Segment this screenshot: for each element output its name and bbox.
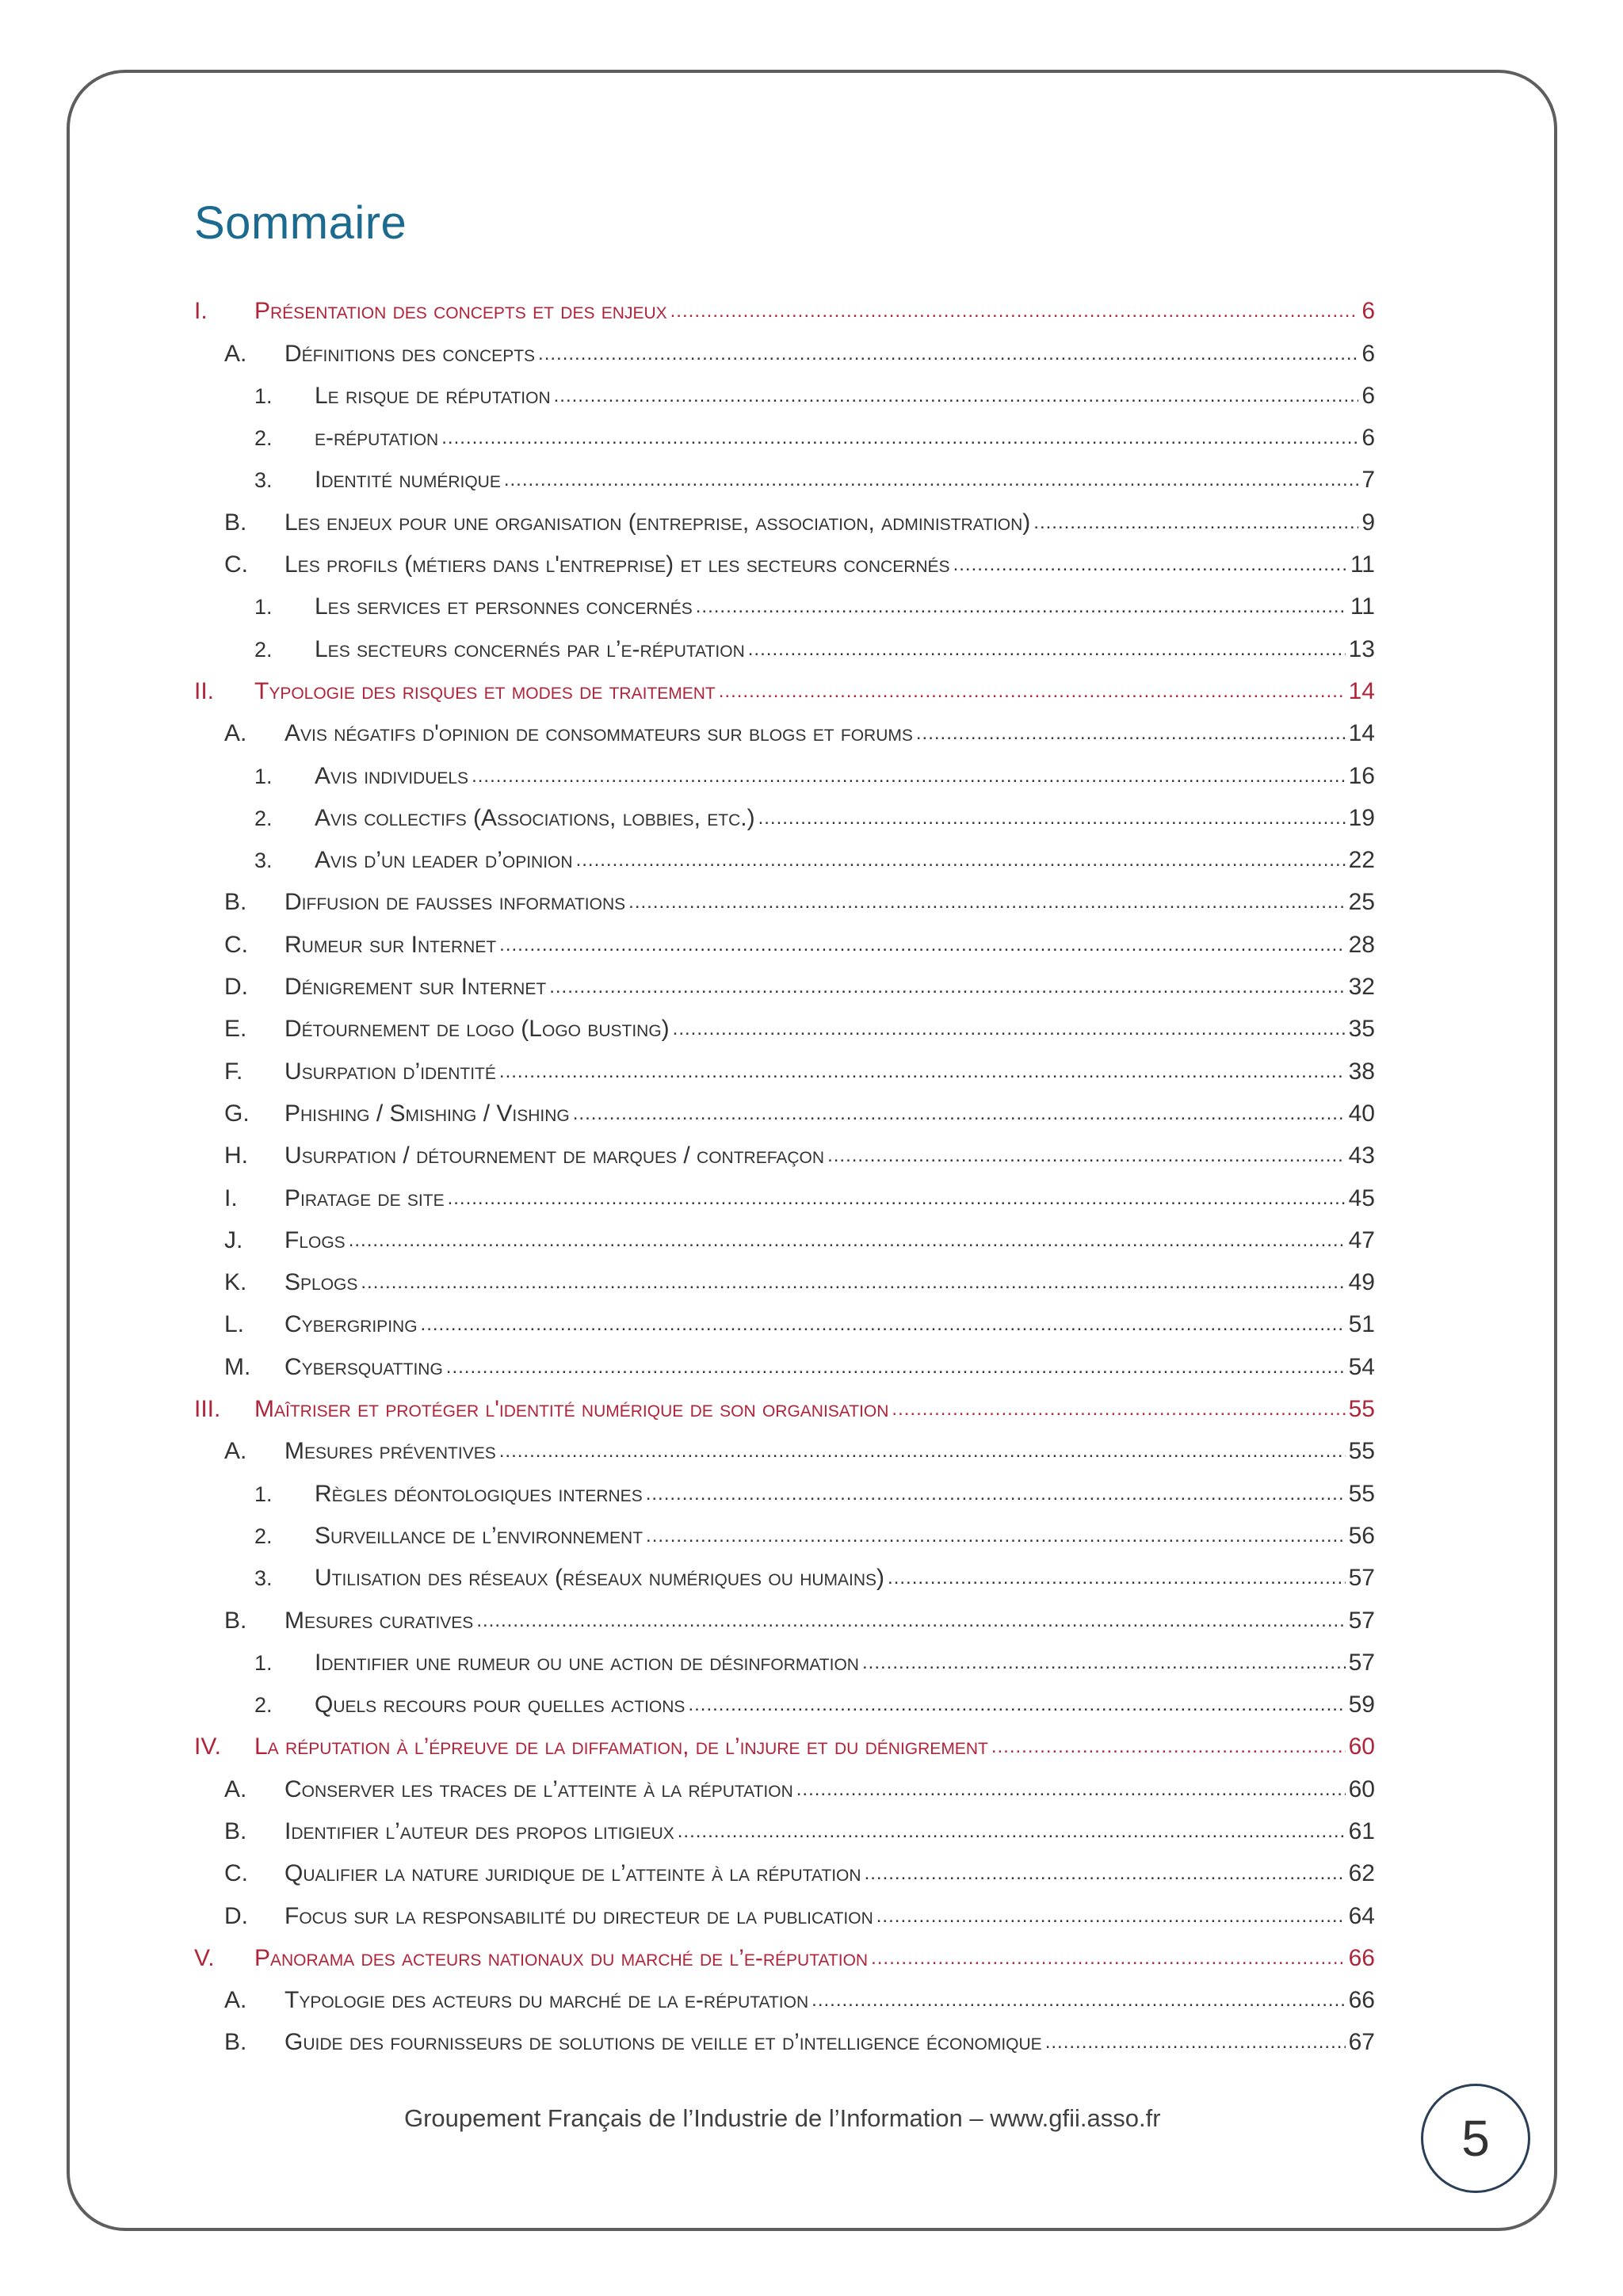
toc-dot-leader — [888, 1562, 1346, 1594]
toc-dot-leader — [812, 1985, 1345, 2016]
toc-dot-leader — [865, 1858, 1346, 1890]
toc-entry-number: A. — [224, 1987, 247, 2014]
toc-dot-leader — [991, 1731, 1346, 1763]
toc-entry[interactable] — [194, 1594, 1375, 1636]
toc-entry-label: Avis négatifs d'opinion de consommateurs sur blogs et forums — [285, 720, 913, 747]
toc-dot-leader — [892, 1394, 1345, 1425]
toc-entry-page: 11 — [1350, 551, 1375, 578]
toc-entry-number: G. — [224, 1100, 250, 1127]
toc-entry-number: A. — [224, 1775, 247, 1802]
toc-entry[interactable] — [194, 1341, 1375, 1383]
toc-entry-label: Flogs — [285, 1226, 346, 1253]
toc-entry-page: 59 — [1348, 1691, 1375, 1718]
toc-entry[interactable] — [194, 539, 1375, 581]
toc-entry[interactable] — [194, 1257, 1375, 1299]
toc-entry-page: 47 — [1348, 1226, 1375, 1253]
toc-dot-leader — [876, 1901, 1346, 1932]
toc-entry-page: 64 — [1348, 1902, 1375, 1929]
toc-dot-leader — [628, 887, 1345, 918]
toc-entry[interactable] — [194, 1045, 1375, 1087]
toc-entry-number: V. — [194, 1944, 215, 1971]
toc-entry-number: 1. — [254, 383, 273, 408]
toc-dot-leader — [646, 1478, 1346, 1510]
toc-dot-leader — [748, 634, 1346, 666]
toc-entry-number: B. — [224, 509, 247, 536]
toc-dot-leader — [448, 1183, 1346, 1215]
table-of-contents — [194, 285, 1375, 2058]
toc-dot-leader — [678, 1816, 1346, 1848]
toc-entry[interactable] — [194, 666, 1375, 707]
toc-dot-leader — [696, 591, 1347, 623]
toc-entry-label: Détournement de logo (Logo busting) — [285, 1016, 670, 1043]
toc-entry-number: L. — [224, 1311, 245, 1338]
toc-entry[interactable] — [194, 1130, 1375, 1172]
toc-entry-number: 2. — [254, 1693, 273, 1718]
toc-entry[interactable] — [194, 1003, 1375, 1045]
toc-entry-page: 57 — [1348, 1649, 1375, 1676]
toc-entry-label: Focus sur la responsabilité du directeur de la publication — [285, 1902, 873, 1929]
toc-entry-label: Piratage de site — [285, 1184, 445, 1211]
toc-entry-page: 54 — [1348, 1353, 1375, 1380]
toc-entry-page: 55 — [1348, 1480, 1375, 1507]
toc-dot-leader — [472, 761, 1346, 792]
toc-entry-label: Guide des fournisseurs de solutions de veille et d’intelligence économique — [285, 2029, 1042, 2056]
toc-entry-page: 16 — [1348, 762, 1375, 789]
toc-dot-leader — [538, 338, 1358, 370]
toc-entry-number: 2. — [254, 1524, 273, 1548]
toc-entry-page: 14 — [1348, 677, 1375, 704]
toc-entry[interactable] — [194, 1383, 1375, 1425]
toc-entry[interactable] — [194, 2016, 1375, 2058]
toc-entry-label: Phishing / Smishing / Vishing — [285, 1100, 570, 1127]
toc-entry-label: Rumeur sur Internet — [285, 931, 497, 958]
toc-entry-label: Mesures curatives — [285, 1607, 474, 1634]
toc-entry-number: 2. — [254, 637, 273, 662]
toc-entry[interactable] — [194, 1637, 1375, 1679]
toc-entry[interactable] — [194, 961, 1375, 1003]
toc-entry-number: II. — [194, 677, 215, 704]
toc-entry-label: Diffusion de fausses informations — [285, 889, 626, 916]
toc-dot-leader — [673, 1013, 1346, 1045]
toc-entry-label: e-réputation — [315, 425, 439, 452]
toc-entry[interactable] — [194, 1510, 1375, 1552]
toc-dot-leader — [719, 676, 1346, 707]
toc-entry-label: La réputation à l’épreuve de la diffamation, de l’injure et du dénigrement — [254, 1733, 988, 1760]
toc-entry-page: 66 — [1348, 1987, 1375, 2014]
toc-entry-label: Identité numérique — [315, 467, 501, 494]
toc-entry-label: Maîtriser et protéger l'identité numérique de son organisation — [254, 1396, 889, 1423]
page-title: Sommaire — [194, 197, 407, 249]
toc-dot-leader — [576, 845, 1346, 876]
toc-entry[interactable] — [194, 876, 1375, 918]
toc-dot-leader — [549, 971, 1345, 1003]
toc-entry-page: 55 — [1348, 1438, 1375, 1465]
toc-entry[interactable] — [194, 1467, 1375, 1509]
toc-entry-page: 67 — [1348, 2029, 1375, 2056]
toc-entry-label: Typologie des risques et modes de traitement — [254, 677, 716, 704]
toc-entry-number: III. — [194, 1396, 221, 1423]
toc-entry-number: D. — [224, 974, 248, 1001]
toc-dot-leader — [421, 1309, 1346, 1341]
toc-entry-label: Mesures préventives — [285, 1438, 496, 1465]
toc-entry-label: Splogs — [285, 1269, 358, 1296]
toc-entry-number: K. — [224, 1269, 247, 1296]
toc-entry-number: 1. — [254, 595, 273, 620]
toc-entry-number: IV. — [194, 1733, 221, 1760]
toc-entry-page: 60 — [1348, 1733, 1375, 1760]
toc-entry-number: I. — [224, 1184, 238, 1211]
toc-entry[interactable] — [194, 1088, 1375, 1130]
toc-entry-page: 6 — [1361, 382, 1375, 409]
toc-entry-page: 57 — [1348, 1607, 1375, 1634]
toc-entry[interactable] — [194, 834, 1375, 876]
toc-entry-number: 1. — [254, 1650, 273, 1675]
toc-entry-page: 40 — [1348, 1100, 1375, 1127]
toc-entry-label: Les profils (métiers dans l'entreprise) et les secteurs concernés — [285, 551, 950, 578]
toc-entry[interactable] — [194, 1890, 1375, 1932]
toc-entry[interactable] — [194, 1932, 1375, 1974]
toc-entry-number: A. — [224, 1438, 247, 1465]
toc-entry[interactable] — [194, 792, 1375, 834]
toc-entry-label: Règles déontologiques internes — [315, 1480, 643, 1507]
toc-dot-leader — [499, 1436, 1346, 1467]
toc-dot-leader — [499, 1056, 1346, 1088]
toc-entry-label: Les enjeux pour une organisation (entreprise, association, administration) — [285, 509, 1031, 536]
toc-dot-leader — [504, 464, 1358, 496]
toc-entry-page: 38 — [1348, 1058, 1375, 1085]
toc-entry-label: Usurpation / détournement de marques / contrefaçon — [285, 1142, 825, 1169]
toc-entry-label: Présentation des concepts et des enjeux — [254, 298, 667, 325]
toc-entry-number: D. — [224, 1902, 248, 1929]
toc-entry-label: Les services et personnes concernés — [315, 593, 693, 620]
toc-entry[interactable] — [194, 707, 1375, 749]
toc-entry-page: 13 — [1348, 635, 1375, 662]
toc-entry-number: H. — [224, 1142, 248, 1169]
toc-dot-leader — [573, 1098, 1346, 1130]
toc-entry-page: 6 — [1361, 425, 1375, 452]
toc-entry-number: I. — [194, 298, 208, 325]
toc-dot-leader — [871, 1943, 1346, 1974]
toc-dot-leader — [499, 929, 1345, 961]
toc-dot-leader — [688, 1689, 1345, 1721]
toc-entry[interactable] — [194, 1215, 1375, 1257]
toc-entry-number: A. — [224, 720, 247, 747]
toc-entry-number: B. — [224, 1607, 247, 1634]
toc-entry-number: 2. — [254, 426, 273, 451]
toc-entry-label: Avis d’un leader d’opinion — [315, 847, 573, 874]
footer-text: Groupement Français de l’Industrie de l’Information – www.gfii.asso.fr — [404, 2104, 1161, 2132]
toc-entry-page: 60 — [1348, 1775, 1375, 1802]
toc-entry-label: Utilisation des réseaux (réseaux numériques ou humains) — [315, 1565, 885, 1592]
toc-entry-page: 51 — [1348, 1311, 1375, 1338]
toc-entry-label: Dénigrement sur Internet — [285, 974, 547, 1001]
toc-entry[interactable] — [194, 623, 1375, 665]
toc-entry[interactable] — [194, 412, 1375, 454]
toc-entry-label: Typologie des acteurs du marché de la e-réputation — [285, 1987, 809, 2014]
toc-entry-label: Cybersquatting — [285, 1353, 443, 1380]
toc-entry-number: B. — [224, 1817, 247, 1844]
toc-entry-label: Avis collectifs (Associations, lobbies, etc.) — [315, 804, 755, 831]
toc-entry-page: 11 — [1350, 593, 1375, 620]
toc-entry[interactable] — [194, 1172, 1375, 1214]
toc-entry[interactable] — [194, 749, 1375, 791]
toc-entry-number: B. — [224, 889, 247, 916]
toc-dot-leader — [862, 1647, 1346, 1679]
toc-entry-label: Les secteurs concernés par l’e-réputation — [315, 635, 745, 662]
toc-entry-number: 1. — [254, 1482, 273, 1506]
toc-entry[interactable] — [194, 1552, 1375, 1594]
toc-entry[interactable] — [194, 1299, 1375, 1341]
toc-dot-leader — [1045, 2027, 1346, 2058]
toc-entry[interactable] — [194, 1425, 1375, 1467]
toc-entry[interactable] — [194, 1763, 1375, 1805]
toc-dot-leader — [916, 718, 1346, 749]
toc-entry-label: Conserver les traces de l’atteinte à la réputation — [285, 1775, 793, 1802]
toc-entry-label: Identifier une rumeur ou une action de désinformation — [315, 1649, 859, 1676]
toc-entry-page: 28 — [1348, 931, 1375, 958]
toc-entry[interactable] — [194, 285, 1375, 327]
toc-entry[interactable] — [194, 1679, 1375, 1721]
toc-dot-leader — [361, 1267, 1345, 1299]
toc-entry-page: 43 — [1348, 1142, 1375, 1169]
toc-entry-page: 56 — [1348, 1522, 1375, 1549]
toc-dot-leader — [827, 1140, 1346, 1172]
toc-dot-leader — [1033, 507, 1358, 539]
toc-dot-leader — [446, 1352, 1346, 1383]
toc-entry-number: C. — [224, 1860, 248, 1887]
toc-entry-number: A. — [224, 340, 247, 367]
toc-entry-page: 14 — [1348, 720, 1375, 747]
toc-entry[interactable] — [194, 327, 1375, 369]
toc-entry-page: 25 — [1348, 889, 1375, 916]
toc-entry[interactable] — [194, 581, 1375, 623]
toc-entry-page: 6 — [1361, 340, 1375, 367]
toc-entry-number: F. — [224, 1058, 243, 1085]
toc-entry[interactable] — [194, 918, 1375, 960]
toc-entry-page: 32 — [1348, 974, 1375, 1001]
toc-entry-label: Cybergriping — [285, 1311, 418, 1338]
toc-entry-number: 3. — [254, 468, 273, 493]
toc-entry-number: 1. — [254, 764, 273, 788]
toc-entry-label: Le risque de réputation — [315, 382, 551, 409]
toc-entry-page: 57 — [1348, 1565, 1375, 1592]
toc-entry-label: Usurpation d’identité — [285, 1058, 496, 1085]
toc-entry-page: 6 — [1361, 298, 1375, 325]
toc-entry-label: Panorama des acteurs nationaux du marché de l’e-réputation — [254, 1944, 869, 1971]
toc-dot-leader — [646, 1520, 1346, 1552]
toc-entry[interactable] — [194, 454, 1375, 496]
toc-dot-leader — [670, 296, 1359, 327]
toc-dot-leader — [441, 422, 1358, 454]
toc-entry[interactable] — [194, 1848, 1375, 1890]
toc-entry-number: C. — [224, 931, 248, 958]
toc-entry-number: 2. — [254, 806, 273, 830]
toc-entry[interactable] — [194, 1974, 1375, 2016]
toc-dot-leader — [953, 549, 1347, 581]
toc-entry-page: 66 — [1348, 1944, 1375, 1971]
toc-entry-page: 19 — [1348, 804, 1375, 831]
toc-entry-label: Quels recours pour quelles actions — [315, 1691, 685, 1718]
toc-entry-number: J. — [224, 1226, 243, 1253]
toc-dot-leader — [349, 1225, 1346, 1257]
toc-dot-leader — [554, 380, 1359, 412]
toc-entry-number: B. — [224, 2029, 247, 2056]
toc-entry[interactable] — [194, 370, 1375, 412]
toc-entry-label: Surveillance de l’environnement — [315, 1522, 643, 1549]
toc-entry-number: 3. — [254, 1566, 273, 1591]
toc-entry-label: Définitions des concepts — [285, 340, 536, 367]
toc-dot-leader — [476, 1605, 1345, 1637]
toc-entry[interactable] — [194, 1721, 1375, 1763]
toc-entry-label: Qualifier la nature juridique de l’atteinte à la réputation — [285, 1860, 861, 1887]
toc-entry[interactable] — [194, 496, 1375, 538]
toc-dot-leader — [758, 803, 1346, 834]
toc-entry-page: 49 — [1348, 1269, 1375, 1296]
toc-entry-page: 45 — [1348, 1184, 1375, 1211]
toc-entry-number: M. — [224, 1353, 251, 1380]
toc-entry[interactable] — [194, 1806, 1375, 1848]
toc-entry-page: 9 — [1361, 509, 1375, 536]
toc-entry-page: 61 — [1348, 1817, 1375, 1844]
toc-entry-number: 3. — [254, 849, 273, 873]
page-number-badge: 5 — [1421, 2084, 1530, 2193]
toc-entry-label: Identifier l’auteur des propos litigieux — [285, 1817, 674, 1844]
toc-dot-leader — [796, 1774, 1346, 1806]
toc-entry-page: 62 — [1348, 1860, 1375, 1887]
toc-entry-page: 35 — [1348, 1016, 1375, 1043]
toc-entry-page: 22 — [1348, 847, 1375, 874]
toc-entry-number: E. — [224, 1016, 247, 1043]
toc-entry-page: 7 — [1361, 467, 1375, 494]
toc-entry-label: Avis individuels — [315, 762, 469, 789]
toc-entry-page: 55 — [1348, 1396, 1375, 1423]
toc-entry-number: C. — [224, 551, 248, 578]
